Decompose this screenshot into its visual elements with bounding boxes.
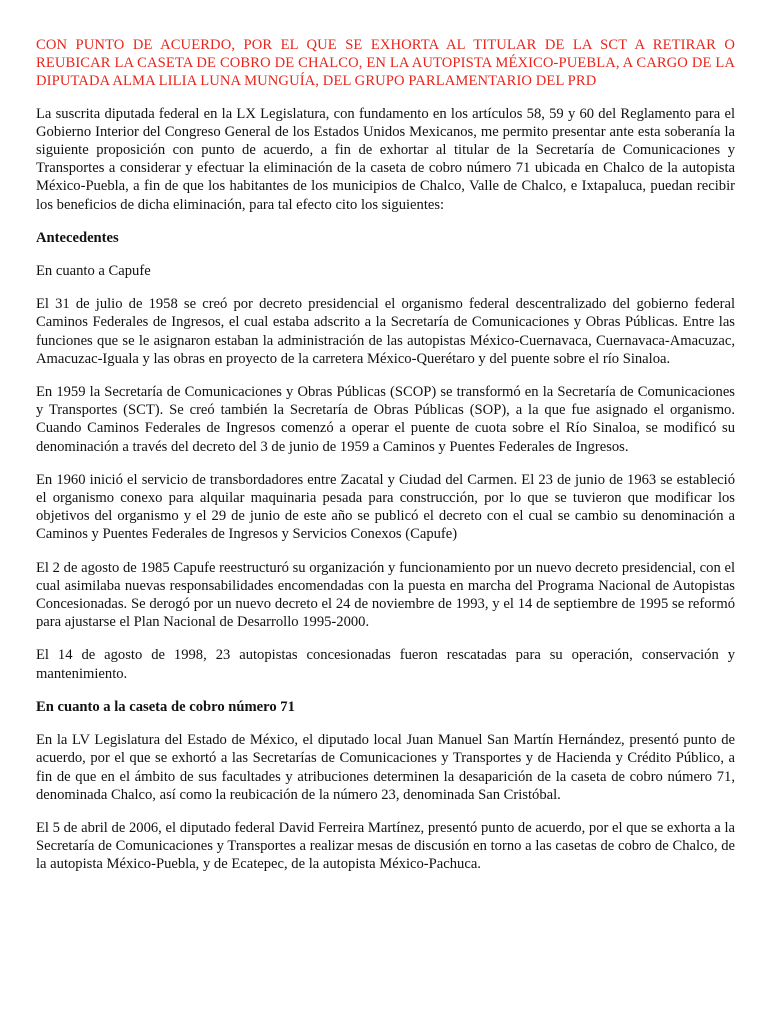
intro-paragraph: La suscrita diputada federal en la LX Legislatura, con fundamento en los artículos 58, 59 y 60 del Reglamento para el Gobierno Interior del Congreso General de los Estados Unidos Mexicanos, me permito presentar ante esta soberanía la siguiente proposición con punto de acuerdo, a fin de exhortar al titular de la Secretaría de Comunicaciones y Transportes a considerar y efectuar la eliminación de la caseta de cobro número 71 ubicada en Chalco de la autopista México-Puebla, a fin de que los habitantes de los municipios de Chalco, Valle de Chalco, e Ixtapaluca, puedan recibir los beneficios de dicha eliminación, para tal efecto cito los siguientes: bbox=[36, 105, 735, 213]
paragraph-1998: El 14 de agosto de 1998, 23 autopistas concesionadas fueron rescatadas para su operación, conservación y mantenimiento. bbox=[36, 647, 735, 682]
paragraph-1985: El 2 de agosto de 1985 Capufe reestructuró su organización y funcionamiento por un nuevo decreto presidencial, con el cual asimilaba nuevas responsabilidades encomendadas con la puesta en marcha del Programa Nacional de Autopistas Concesionadas. Se derogó por un nuevo decreto el 24 de noviembre de 1993, y el 14 de septiembre de 1995 se reformó para ajustarse el Plan Nacional de Desarrollo 1995-2000. bbox=[36, 559, 735, 631]
document-page bbox=[36, 32, 735, 889]
heading-caseta: En cuanto a la caseta de cobro número 71 bbox=[36, 698, 295, 715]
heading-antecedentes: Antecedentes bbox=[36, 229, 119, 246]
document-title: CON PUNTO DE ACUERDO, POR EL QUE SE EXHORTA AL TITULAR DE LA SCT A RETIRAR O REUBICAR LA CASETA DE COBRO DE CHALCO, EN LA AUTOPISTA MÉXICO-PUEBLA, A CARGO DE LA DIPUTADA ALMA LILIA LUNA MUNGUÍA, DEL GRUPO PARLAMENTARIO DEL PRD bbox=[36, 37, 735, 90]
paragraph-lv-legislatura: En la LV Legislatura del Estado de México, el diputado local Juan Manuel San Martín Hernández, presentó punto de acuerdo, por el que se exhortó a las Secretarías de Comunicaciones y Transportes y de Hacienda y Crédito Público, a fin de que en el ámbito de sus facultades y atribuciones determinen la desaparición de la caseta de cobro número 71, denominada Chalco, así como la reubicación de la número 23, denominada San Cristóbal. bbox=[36, 732, 735, 803]
paragraph-2006: El 5 de abril de 2006, el diputado federal David Ferreira Martínez, presentó punto de acuerdo, por el que se exhorta a la Secretaría de Comunicaciones y Transportes a realizar mesas de discusión en torno a las casetas de cobro de Chalco, de la autopista México-Puebla, y de Ecatepec, de la autopista México-Pachuca. bbox=[36, 819, 735, 873]
paragraph-1960: En 1960 inició el servicio de transbordadores entre Zacatal y Ciudad del Carmen. El 23 de junio de 1963 se estableció el organismo conexo para alquilar maquinaria pesada para construcción, por lo que se tuvieron que modificar los objetivos del organismo y el 29 de junio de este año se publicó el decreto con el cual se cambio su denominación a Caminos y Puentes Federales de Ingresos y Servicios Conexos (Capufe) bbox=[36, 471, 735, 543]
subheading-capufe: En cuanto a Capufe bbox=[36, 263, 151, 280]
paragraph-1958: El 31 de julio de 1958 se creó por decreto presidencial el organismo federal descentralizado del gobierno federal Caminos Federales de Ingresos, el cual estaba adscrito a la Secretaría de Comunicaciones y Obras Públicas. Entre las funciones que se le asignaron estaban la administración de las autopistas México-Cuernavaca, Cuernavaca-Amacuzac, Amacuzac-Iguala y las obras en proyecto de la carretera México-Querétaro y del puente sobre el río Sinaloa. bbox=[36, 296, 735, 367]
paragraph-1959: En 1959 la Secretaría de Comunicaciones y Obras Públicas (SCOP) se transformó en la Secretaría de Comunicaciones y Transportes (SCT). Se creó también la Secretaría de Obras Públicas (SOP), a la que fue asignado el organismo. Cuando Caminos Federales de Ingresos comenzó a operar el puente de cuota sobre el Río Sinaloa, se modificó su denominación a través del decreto del 3 de junio de 1959 a Caminos y Puentes Federales de Ingresos. bbox=[36, 384, 735, 455]
